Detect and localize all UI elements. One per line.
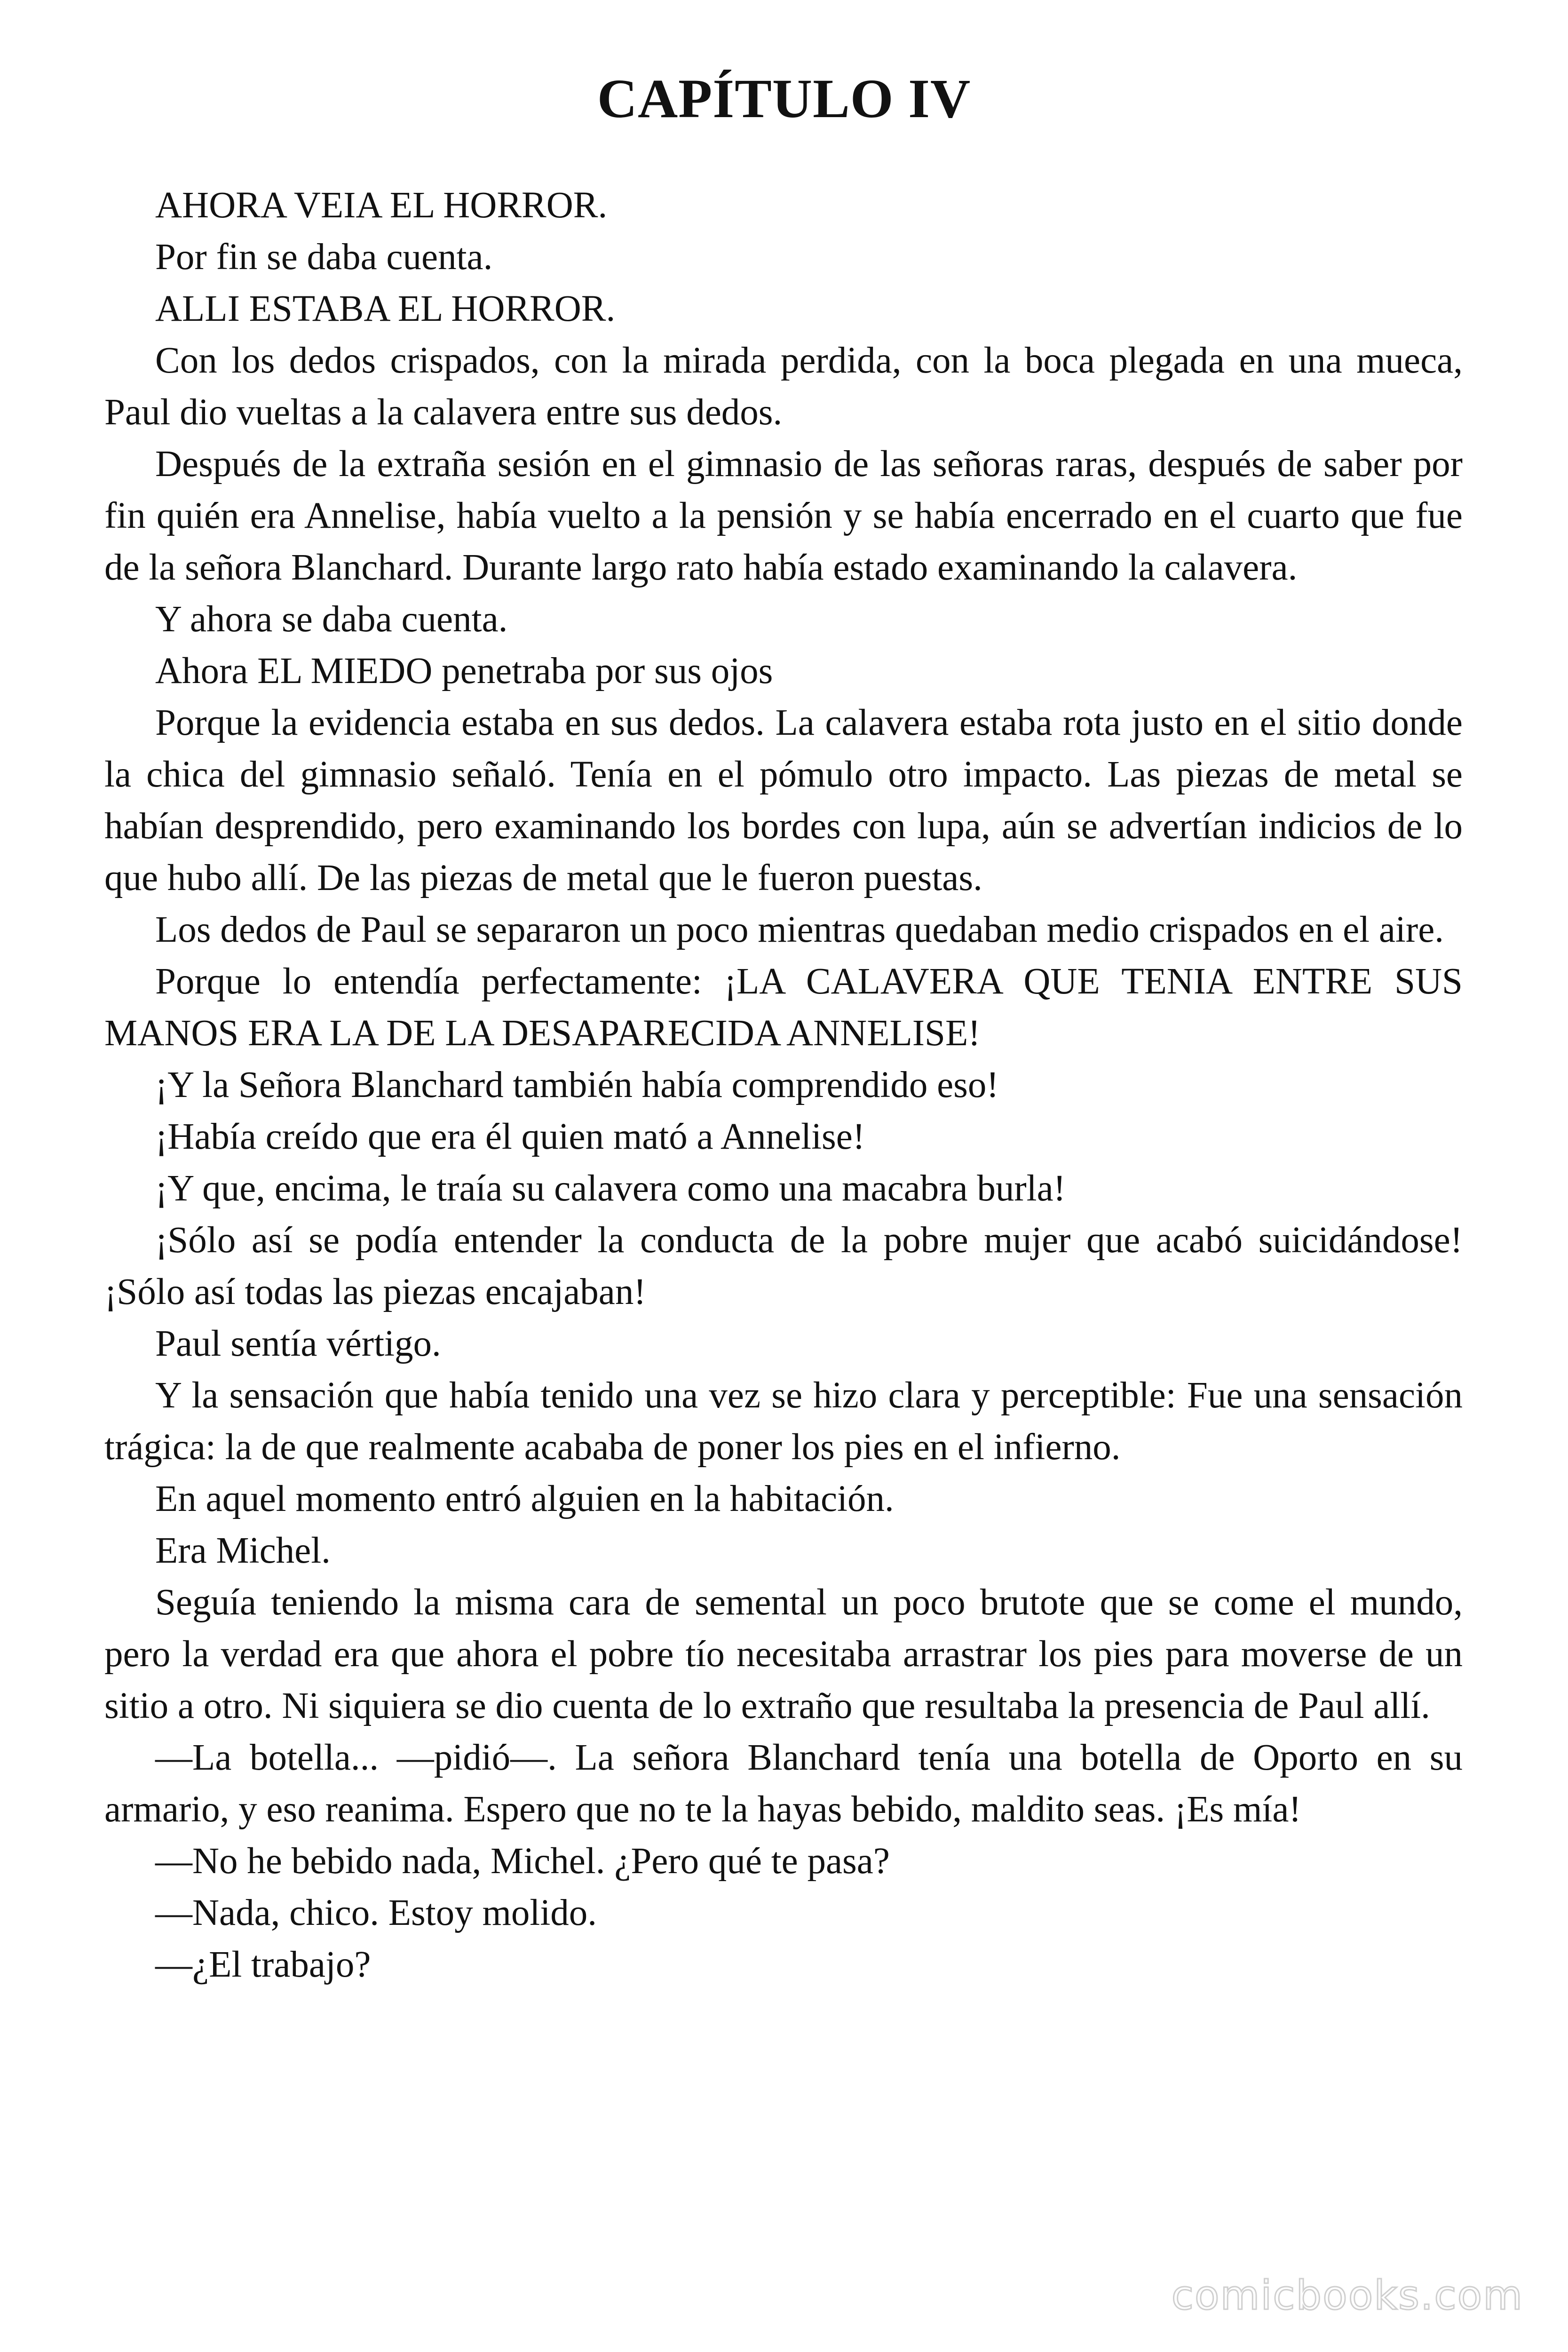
paragraph: ALLI ESTABA EL HORROR. [155,288,616,329]
paragraph: ¡Había creído que era él quien mató a Annelise! [155,1116,865,1157]
paragraph: —No he bebido nada, Michel. ¿Pero qué te pasa? [155,1841,890,1882]
paragraph: —La botella... —pidió—. La señora Blanchard tenía una botella de Oporto en su armario, y eso reanima. Espero que no te la hayas bebido, maldito seas. ¡Es mía! [104,1737,1463,1830]
paragraph: Y la sensación que había tenido una vez se hizo clara y perceptible: Fue una sensación trágica: la de que realmente acababa de poner los pies en el infierno. [104,1375,1463,1468]
body-text [104,180,1463,1991]
paragraph: Era Michel. [155,1530,331,1571]
paragraph: Los dedos de Paul se separaron un poco mientras quedaban medio crispados en el aire. [155,909,1444,950]
paragraph: AHORA VEIA EL HORROR. [155,185,608,226]
paragraph: En aquel momento entró alguien en la habitación. [155,1478,894,1519]
watermark: comicbooks.com [1171,2272,1523,2319]
paragraph: Ahora EL MIEDO penetraba por sus ojos [155,651,773,691]
paragraph: Y ahora se daba cuenta. [155,599,508,640]
paragraph: Con los dedos crispados, con la mirada perdida, con la boca plegada en una mueca, Paul dio vueltas a la calavera entre sus dedos. [104,340,1463,433]
paragraph: Porque lo entendía perfectamente: ¡LA CALAVERA QUE TENIA ENTRE SUS MANOS ERA LA DE LA DESAPARECIDA ANNELISE! [104,961,1463,1054]
paragraph: ¡Y que, encima, le traía su calavera como una macabra burla! [155,1168,1066,1209]
paragraph: Paul sentía vértigo. [155,1323,441,1364]
paragraph: Seguía teniendo la misma cara de semental un poco brutote que se come el mundo, pero la verdad era que ahora el pobre tío necesitaba arrastrar los pies para moverse de un sitio a otro. Ni siquiera se dio cuenta de lo extraño que resultaba la presencia de Paul allí. [104,1582,1463,1726]
chapter-title: CAPÍTULO IV [597,68,971,129]
paragraph: Después de la extraña sesión en el gimnasio de las señoras raras, después de saber por fin quién era Annelise, había vuelto a la pensión y se había encerrado en el cuarto que fue de la señora Blanchard. Durante largo rato había estado examinando la calavera. [104,444,1463,588]
paragraph: —Nada, chico. Estoy molido. [155,1892,597,1933]
paragraph: ¡Y la Señora Blanchard también había comprendido eso! [155,1065,999,1105]
paragraph: Porque la evidencia estaba en sus dedos. La calavera estaba rota justo en el sitio donde la chica del gimnasio señaló. Tenía en el pómulo otro impacto. Las piezas de metal se habían desprendido, pero examinando los bordes con lupa, aún se advertían indicios de lo que hubo allí. De las piezas de metal que le fueron puestas. [104,702,1463,898]
paragraph: —¿El trabajo? [155,1944,371,1985]
paragraph: ¡Sólo así se podía entender la conducta de la pobre mujer que acabó suicidándose! ¡Sólo así todas las piezas encajaban! [104,1220,1463,1312]
paragraph: Por fin se daba cuenta. [155,237,493,278]
